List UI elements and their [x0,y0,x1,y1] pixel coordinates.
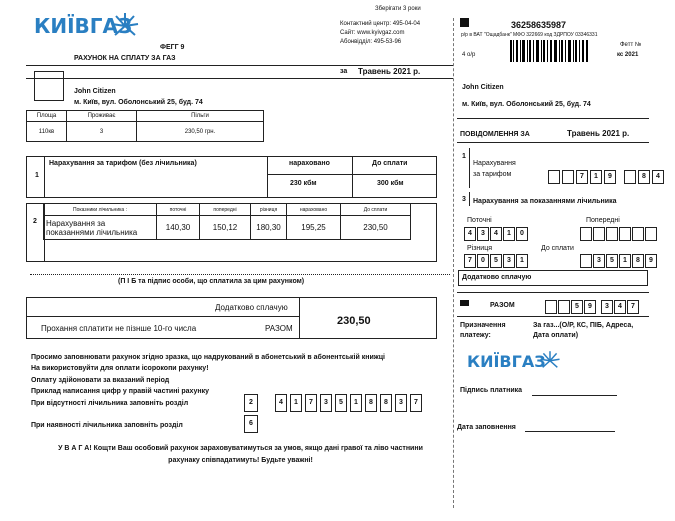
digit-cell[interactable]: 5 [571,300,583,314]
info-table [26,110,264,142]
customer-address: м. Київ, вул. Оболонський 25, буд. 74 [74,99,203,106]
corner-mark [460,18,469,27]
current-label: Поточні [467,217,492,224]
brand-name: КИЇВГАЗ [34,14,133,38]
digit-cell[interactable]: 0 [516,227,528,241]
contact-center: Контактний центр: 495-04-04 [340,21,421,27]
instruction-line: Приклад написання цифр у правій частині рахунку [31,388,209,395]
digit-cell[interactable]: 7 [627,300,639,314]
bank-details: р/р в ВАТ "Ощадбанк" МФО 322669 код ЗДРПОУ 03346331 [461,32,598,38]
signature-caption: (П І Б та підпис особи, що сплатила за цим рахунком) [118,278,305,285]
digit-cell: 5 [335,394,347,412]
digit-cell[interactable] [545,300,557,314]
notice-label: ПОВІДОМЛЕННЯ ЗА [460,131,530,138]
section2-num: 2 [33,218,37,225]
right-customer-address: м. Київ, вул. Оболонський 25, буд. 74 [462,101,591,108]
digit-cell[interactable]: 4 [652,170,664,184]
info-header: Проживає [67,111,137,122]
section1-col1: нараховано [289,160,330,167]
period-value: Травень 2021 р. [358,67,421,76]
purpose-value: За газ...(О/Р, КС, ПІБ, Адреса, [533,322,634,329]
digit-cell[interactable]: 5 [490,254,502,268]
notice-period: Травень 2021 р. [567,129,630,138]
meter-bracket [469,192,470,206]
section-hint-box: 2 [244,394,258,412]
digit-cell[interactable]: 3 [601,300,613,314]
meter-hint-label: При наявності лічильника заповніть розділ [31,422,183,429]
instruction-line: При відсутності лічильника заповніть розділ [31,400,189,407]
digit-cell[interactable]: 4 [490,227,502,241]
digit-cell[interactable]: 9 [604,170,616,184]
previous-label: Попередні [586,217,620,224]
digit-cell[interactable]: 7 [464,254,476,268]
section1-divider [267,157,268,198]
tear-line [453,18,454,508]
digit-cell: 8 [380,394,392,412]
summary-divider [27,316,299,317]
tariff-label: за тарифом [473,171,512,178]
digit-cell[interactable]: 9 [584,300,596,314]
summary-divider [299,298,300,339]
barcode-placeholder [34,71,64,101]
flower-logo-icon [539,349,561,371]
section2-value: 195,25 [287,216,341,240]
digit-cell[interactable]: 3 [503,254,515,268]
right-extra-label: Додатково сплачую [462,274,532,281]
form-code: ФЕГГ 9 [160,44,185,51]
meter-num: 3 [462,196,466,203]
digit-cell[interactable]: 3 [593,254,605,268]
period-prefix: за [340,68,348,75]
digit-cell[interactable] [632,227,644,241]
digit-cell[interactable]: 8 [632,254,644,268]
digit-cell: 8 [365,394,377,412]
section1-num: 1 [35,172,39,179]
extra-pay-row [458,270,648,286]
right-divider [457,142,649,143]
keep-note: Зберігати 3 роки [375,6,421,12]
tariff-bracket [469,148,470,188]
form-number-label: Фетт № [620,42,642,48]
purpose-value: Дата оплати) [533,332,579,339]
digit-cell[interactable]: 4 [614,300,626,314]
digit-cell: 1 [290,394,302,412]
page-title: РАХУНОК НА СПЛАТУ ЗА ГАЗ [74,55,176,62]
brand-logo [34,10,144,42]
right-divider [457,292,649,293]
info-header: Площа [27,111,67,122]
warning-line: рахунаку співпадатимуть! Будьте уважні! [168,457,313,464]
site-text: Сайт: www.kyivgaz.com [340,30,405,36]
info-header: Пільги [137,111,264,122]
account-number: 36258635987 [511,20,567,30]
right-divider [457,316,649,317]
period-underline [26,78,453,79]
section1-val1: 230 кбм [290,180,317,187]
total-label: РАЗОМ [265,324,293,333]
digit-cell[interactable]: 8 [638,170,650,184]
section2-table [43,203,411,240]
right-brand-logo [467,349,567,373]
section2-value: 150,12 [200,216,251,240]
digit-cell: 7 [305,394,317,412]
digit-cell: 4 [275,394,287,412]
info-value: 110кв [27,122,67,142]
diff-label: Різниця [467,245,493,252]
right-divider [457,118,649,119]
section2-header: нараховано [287,204,341,216]
payer-sign-line[interactable] [532,395,617,396]
digit-cell[interactable] [580,227,592,241]
meter-hint-box: 6 [244,415,258,433]
title-underline [26,65,453,66]
digit-cell: 7 [410,394,422,412]
flower-logo-icon [110,10,140,40]
digit-cell[interactable]: 1 [503,227,515,241]
digit-cell[interactable]: 3 [477,227,489,241]
section2-value: 140,30 [157,216,200,240]
digit-cell[interactable] [562,170,574,184]
section2-label: Нарахування за показаннями лічильника [44,216,157,240]
payer-sign-label: Підпись платника [460,387,523,394]
section2-header: поточні [157,204,200,216]
extra-pay-label: Додатково сплачую [215,303,288,312]
digit-cell[interactable]: 1 [590,170,602,184]
digit-cell: 1 [350,394,362,412]
digit-cell: 3 [395,394,407,412]
section1-label: Нарахування за тарифом (без лічильника) [49,160,197,167]
right-brand-name: КИЇВГАЗ [467,352,546,371]
info-value: 230,50 грн. [137,122,264,142]
total-value: 230,50 [337,315,371,327]
section1-divider [352,157,353,198]
signature-line [30,274,450,275]
section2-value: 230,50 [341,216,411,240]
digit-cell[interactable]: 0 [477,254,489,268]
row-label: 4 о/р [462,52,476,58]
section1-col2: До сплати [372,160,408,167]
instruction-line: Оплату здійоновати за вказаний період [31,377,170,384]
section2-header: До сплати [341,204,411,216]
digit-cell[interactable]: 7 [576,170,588,184]
section1-divider [267,174,437,175]
section2-header: попередні [200,204,251,216]
digit-cell: 3 [320,394,332,412]
right-total-label: РАЗОМ [490,302,515,309]
pay-label: До сплати [541,245,574,252]
digit-cell[interactable] [645,227,657,241]
digit-cell[interactable] [606,227,618,241]
digit-cell[interactable]: 1 [516,254,528,268]
fill-date-label: Дата заповнення [457,424,516,431]
purpose-label: Призначення [460,322,506,329]
section2-header: різниця [251,204,287,216]
deadline-label: Прохання сплатити не пізнше 10-го числа [41,324,197,333]
section2-value: 180,30 [251,216,287,240]
digit-cell[interactable]: 4 [464,227,476,241]
section2-header: Показники лічильника : [44,204,157,216]
form-year: кс 2021 [617,52,639,58]
digit-cell[interactable] [619,227,631,241]
digit-cell[interactable] [580,254,592,268]
digit-cell[interactable] [558,300,570,314]
digit-cell[interactable] [624,170,636,184]
instruction-line: На використовуйти для оплати ісорокопи рахунку! [31,365,209,372]
info-value: 3 [67,122,137,142]
right-customer-name: John Citizen [462,84,504,91]
digit-cell[interactable]: 9 [645,254,657,268]
fill-date-line[interactable] [525,431,615,432]
total-mark [460,300,469,306]
customer-name: John Citizen [74,88,116,95]
digit-cell[interactable] [593,227,605,241]
digit-cell[interactable] [548,170,560,184]
tariff-num: 1 [462,153,466,160]
section1-box [26,156,437,198]
warning-line: У В А Г А! Кощти Ваш особовий рахунок зараховуватимуться за умов, якщо дані гравої та ліво частнини [58,445,423,452]
tariff-label: Нарахування [473,160,516,167]
section1-divider [44,157,45,198]
instruction-line: Просимо заповнювати рахунок згідно зразка, що надрукований в абонетський в абонентській книжці [31,354,385,361]
digit-cell[interactable]: 5 [606,254,618,268]
purpose-label: платежу: [460,332,491,339]
digit-cell[interactable]: 1 [619,254,631,268]
barcode [510,40,590,66]
subscriber-dept: Абонвідділ: 495-53-96 [340,39,402,45]
section1-val2: 300 кбм [377,180,404,187]
summary-box [26,297,437,339]
meter-label: Нарахування за показаннями лічильника [473,198,617,205]
